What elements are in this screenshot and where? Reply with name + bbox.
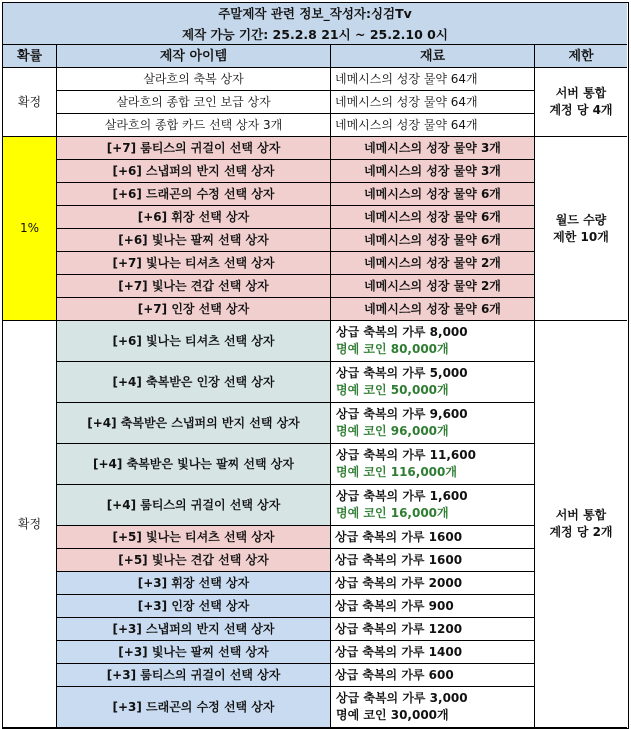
- column-header-material: 재료: [331, 45, 535, 68]
- item-name: [+7] 빛나는 티셔츠 선택 상자: [57, 252, 331, 275]
- limit-line: 월드 수량: [555, 212, 607, 227]
- material: 상급 축복의 가루 600: [331, 664, 535, 687]
- material-coin: 명예 코인 30,000개: [336, 708, 449, 722]
- material-dust: 상급 축복의 가루 11,600: [336, 448, 476, 462]
- material-coin: 명예 코인 96,000개: [336, 424, 449, 438]
- item-name: [+3] 인장 선택 상자: [57, 595, 331, 618]
- material-dust: 상급 축복의 가루 5,000: [336, 366, 468, 380]
- material: 네메시스의 성장 물약 6개: [331, 298, 535, 321]
- material-coin: 명예 코인 50,000개: [336, 383, 449, 397]
- material-coin: 명예 코인 16,000개: [336, 506, 449, 520]
- group-limit: [535, 68, 627, 137]
- column-header-item: 제작 아이템: [57, 45, 331, 68]
- material: [331, 321, 535, 362]
- item-name: [+5] 빛나는 티셔츠 선택 상자: [57, 526, 331, 549]
- item-name: [+6] 빛나는 팔찌 선택 상자: [57, 229, 331, 252]
- item-name: [+6] 스냅퍼의 반지 선택 상자: [57, 160, 331, 183]
- item-name: [+3] 빛나는 팔찌 선택 상자: [57, 641, 331, 664]
- item-name: [+7] 빛나는 견갑 선택 상자: [57, 275, 331, 298]
- material: 상급 축복의 가루 900: [331, 595, 535, 618]
- column-header-limit: 제한: [535, 45, 627, 68]
- material-dust: 상급 축복의 가루 3,000: [336, 691, 468, 705]
- item-name: [+5] 빛나는 견갑 선택 상자: [57, 549, 331, 572]
- item-name: [+4] 축복받은 스냅퍼의 반지 선택 상자: [57, 403, 331, 444]
- item-name: [+4] 축복받은 인장 선택 상자: [57, 362, 331, 403]
- material: 상급 축복의 가루 1400: [331, 641, 535, 664]
- item-name: 살라흐의 종합 코인 보급 상자: [57, 91, 331, 114]
- material: 네메시스의 성장 물약 3개: [331, 160, 535, 183]
- item-name: [+4] 룸티스의 귀걸이 선택 상자: [57, 485, 331, 526]
- material: [331, 485, 535, 526]
- item-name: [+6] 휘장 선택 상자: [57, 206, 331, 229]
- limit-line: 서버 통합: [555, 86, 607, 100]
- item-name: 살라흐의 축복 상자: [57, 68, 331, 91]
- limit-line: 계정 당 4개: [549, 103, 613, 117]
- material: 네메시스의 성장 물약 6개: [331, 229, 535, 252]
- table-title: 주말제작 관련 정보_작성자:싱검Tv: [3, 3, 627, 24]
- material: [331, 687, 535, 728]
- item-name: [+7] 인장 선택 상자: [57, 298, 331, 321]
- material: 네메시스의 성장 물약 3개: [331, 137, 535, 160]
- material: [331, 362, 535, 403]
- material: 상급 축복의 가루 2000: [331, 572, 535, 595]
- material: 네메시스의 성장 물약 2개: [331, 275, 535, 298]
- item-name: [+3] 휘장 선택 상자: [57, 572, 331, 595]
- material: 네메시스의 성장 물약 64개: [331, 114, 535, 137]
- material: 네메시스의 성장 물약 2개: [331, 252, 535, 275]
- material: 상급 축복의 가루 1600: [331, 526, 535, 549]
- group-limit: [535, 321, 627, 728]
- crafting-period: 제작 가능 기간: 25.2.8 21시 ~ 25.2.10 0시: [3, 24, 627, 45]
- group-probability: 1%: [3, 137, 57, 321]
- item-name: [+3] 드래곤의 수정 선택 상자: [57, 687, 331, 728]
- material-dust: 상급 축복의 가루 9,600: [336, 407, 468, 421]
- group-limit: [535, 137, 627, 321]
- material: 네메시스의 성장 물약 64개: [331, 68, 535, 91]
- column-header-probability: 확률: [3, 45, 57, 68]
- item-name: [+6] 드래곤의 수정 선택 상자: [57, 183, 331, 206]
- group-probability: 확정: [3, 68, 57, 137]
- material-coin: 명예 코인 80,000개: [336, 342, 449, 356]
- material: 네메시스의 성장 물약 64개: [331, 91, 535, 114]
- material-dust: 상급 축복의 가루 1,600: [336, 489, 468, 503]
- group-probability: 확정: [3, 321, 57, 728]
- item-name: [+3] 스냅퍼의 반지 선택 상자: [57, 618, 331, 641]
- material: [331, 403, 535, 444]
- material: 상급 축복의 가루 1200: [331, 618, 535, 641]
- item-name: [+4] 축복받은 빛나는 팔찌 선택 상자: [57, 444, 331, 485]
- limit-line: 제한 10개: [553, 229, 609, 244]
- material: [331, 444, 535, 485]
- limit-line: 계정 당 2개: [549, 525, 613, 539]
- material: 상급 축복의 가루 1600: [331, 549, 535, 572]
- limit-line: 서버 통합: [555, 508, 607, 522]
- item-name: [+3] 룸티스의 귀걸이 선택 상자: [57, 664, 331, 687]
- material-dust: 상급 축복의 가루 8,000: [336, 325, 468, 339]
- item-name: 살라흐의 종합 카드 선택 상자 3개: [57, 114, 331, 137]
- material: 네메시스의 성장 물약 6개: [331, 206, 535, 229]
- material-coin: 명예 코인 116,000개: [336, 465, 457, 479]
- crafting-table: [2, 2, 629, 729]
- item-name: [+7] 룸티스의 귀걸이 선택 상자: [57, 137, 331, 160]
- item-name: [+6] 빛나는 티셔츠 선택 상자: [57, 321, 331, 362]
- material: 네메시스의 성장 물약 6개: [331, 183, 535, 206]
